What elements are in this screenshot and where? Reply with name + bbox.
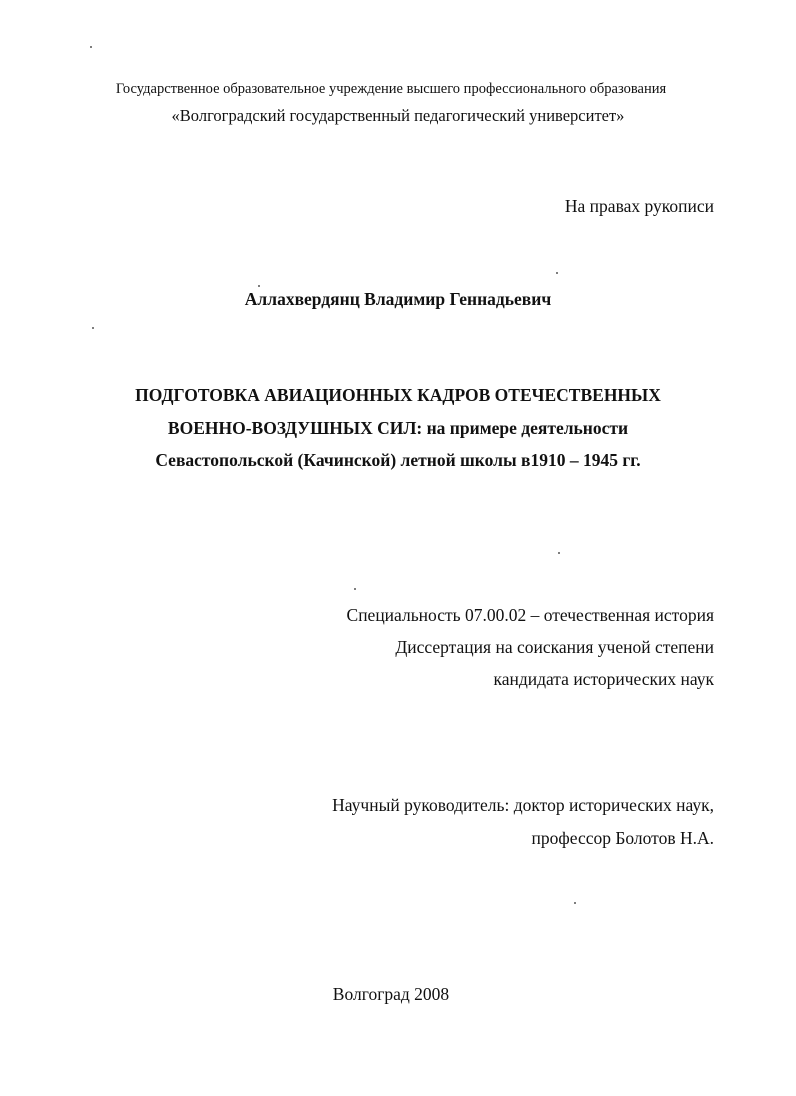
scan-speck xyxy=(354,588,356,590)
degree-line-2: кандидата исторических наук xyxy=(493,669,714,689)
institution-line-1: Государственное образовательное учреждение высшего профессионального образования xyxy=(115,81,667,97)
scan-speck xyxy=(258,285,260,287)
degree-line-1: Диссертация на соискания ученой степени xyxy=(395,637,714,657)
scan-speck xyxy=(556,272,558,274)
scan-speck xyxy=(90,46,92,48)
supervisor-line-2: профессор Болотов Н.А. xyxy=(531,828,714,848)
title-line-3: Севастопольской (Качинской) летной школы в1910 – 1945 гг. xyxy=(155,450,641,470)
manuscript-note: На правах рукописи xyxy=(564,196,714,216)
scan-speck xyxy=(92,327,94,329)
scan-speck xyxy=(574,902,576,904)
city-year: Волгоград 2008 xyxy=(332,984,450,1004)
title-line-2: ВОЕННО-ВОЗДУШНЫХ СИЛ: на примере деятельности xyxy=(167,418,629,438)
scan-speck xyxy=(558,552,560,554)
institution-line-2: «Волгоградский государственный педагогический университет» xyxy=(171,106,625,125)
specialty-line: Специальность 07.00.02 – отечественная история xyxy=(346,605,714,625)
author-name: Аллахвердянц Владимир Геннадьевич xyxy=(244,289,552,309)
title-line-1: ПОДГОТОВКА АВИАЦИОННЫХ КАДРОВ ОТЕЧЕСТВЕННЫХ xyxy=(135,385,661,405)
supervisor-line-1: Научный руководитель: доктор исторических наук, xyxy=(332,795,714,815)
